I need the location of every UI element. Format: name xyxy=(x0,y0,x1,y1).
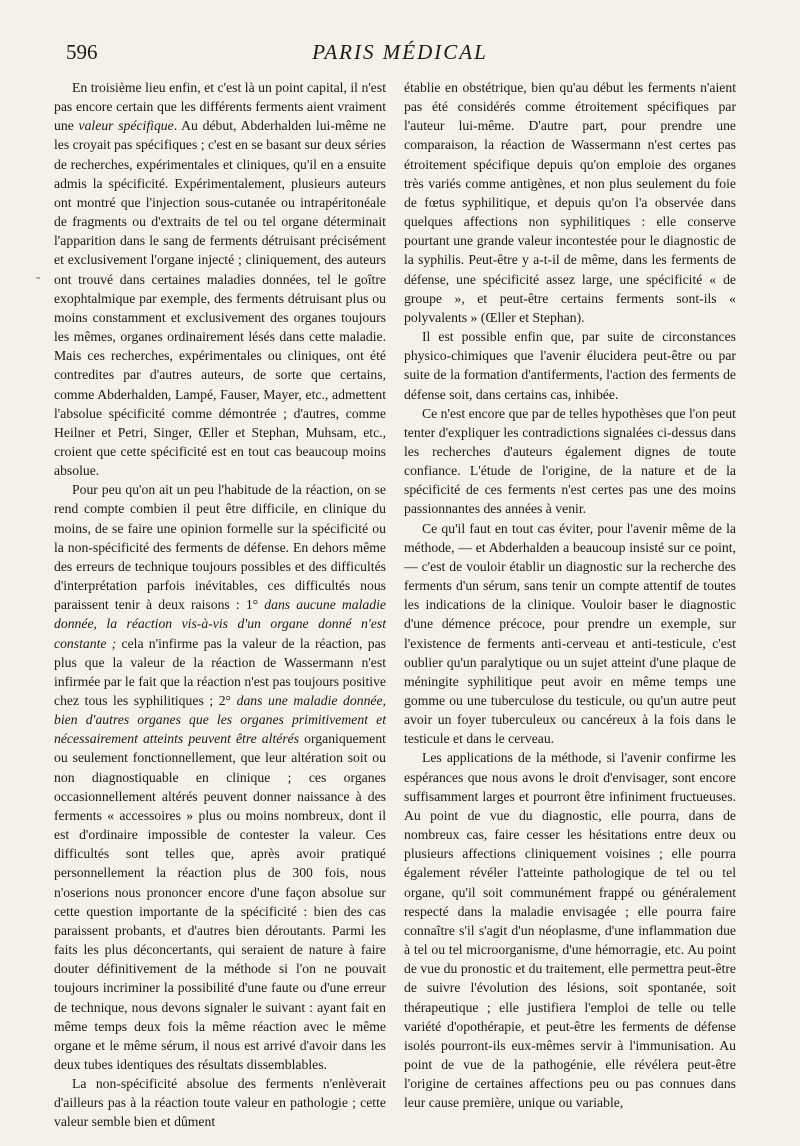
text-run: organiquement ou seulement fonctionnellement, que leur altération soit ou non diagnostiquable en clinique ; ces organes occasionnellement altérés peuvent donner naissance à des ferments « accessoires » plus ou moins nombreux, dont il est d'ordinaire impossible de contester la valeur. Ces difficultés sont telles que, après avoir pratiqué personnellement la réaction plus de 300 fois, nous n'oserions nous prononcer encore d'une façon absolue sur cette question importante de la spécificité : bien des cas paraissent probants, et d'autres bien déroutants. Parmi les faits les plus déconcertants, qui seraient de nature à faire douter définitivement de la méthode si l'on ne pouvait toujours incriminer la possibilité d'une faute ou d'une erreur de technique, nous devons signaler le suivant : ayant fait en même temps deux fois la même réaction avec le même organe et le même sérum, il nous est arrivé d'avoir dans les deux tubes identiques des résultats dissemblables. xyxy=(54,731,386,1072)
text-run: . Au début, Abderhalden lui-même ne les croyait pas spécifiques ; c'est en se basant sur deux séries de recherches, expérimentales et cliniques, qu'il en a ensuite admis la spécificité. Expérimentalement, plusieurs auteurs ont montré que l'injection sous-cutanée ou intrapéritonéale de fragments ou d'extraits de tel ou tel organe déterminait l'apparition dans le sang de ferments détruisant précisément et exclusivement l'organe injecté ; cliniquement, des auteurs ont trouvé dans certaines maladies données, tel le goître exophtalmique par exemple, des ferments détruisant plus ou moins constamment et exclusivement des organes toujours les mêmes, organes ordinairement lésés dans cette maladie. Mais ces recherches, expérimentales ou cliniques, ont été contredites par d'autres auteurs, de sorte que certains, comme Abderhalden, Lampé, Fauser, Mayer, etc., admettent l'absolue spécificité comme démontrée ; d'autres, comme Heilner et Petri, Singer, Œller et Stephan, Muhsam, etc., croient que cette spécificité est en tout cas beaucoup moins absolue. xyxy=(54,118,387,479)
running-title: PARIS MÉDICAL xyxy=(312,40,488,64)
paragraph: Il est possible enfin que, par suite de circonstances physico-chimiques que l'avenir élucidera peut-être ou par suite de la formation d'antiferments, l'action des ferments de défense soit, dans certains cas, inhibée. xyxy=(404,329,736,402)
margin-mark: - xyxy=(36,269,41,284)
paragraph: Ce qu'il faut en tout cas éviter, pour l'avenir même de la méthode, — et Abderhalden a beaucoup insisté sur ce point, — c'est de vouloir établir un diagnostic sur la recherche des ferments d'un sérum, sans tenir un compte attentif de toutes les indications de la clinique. Vouloir baser le diagnostic d'une démence précoce, pour prendre un exemple, sur l'existence de ferments anti-cerveau et anti-testicule, c'est oublier qu'un paralytique ou un sujet atteint d'une plaque de méningite syphilitique peut avoir en même temps une gomme ou une tuberculose du testicule, ou qu'un autre peut avoir un foyer tuberculeux ou cancéreux à la fois dans le testicule et dans le cerveau. xyxy=(404,520,736,747)
text-run: En troisième lieu enfin, et c'est là un point capital, il n'est pas encore certain que les différents ferments aient vraiment une xyxy=(54,80,386,134)
left-column xyxy=(54,78,386,1132)
text-run: cela n'infirme pas la valeur de la réaction, pas plus que la valeur de la réaction de Wassermann n'est infirmée par le fait que la réaction n'est pas toujours positive chez tous les syphilitiques ; 2° xyxy=(54,635,386,708)
italic-run: dans aucune maladie donnée, la réaction vis-à-vis d'un organe donné n'est constante ; xyxy=(54,597,386,651)
paragraph: Les applications de la méthode, si l'avenir confirme les espérances que nous avons le droit d'envisager, sont encore suffisamment larges et pourront être infiniment fructueuses. Au point de vue du diagnostic, elle pourra, dans de nombreux cas, faire cesser les hésitations entre deux ou plusieurs affections cliniquement voisines ; elle pourra également révéler l'atteinte pathologique de tel ou tel organe, qu'il soit communément frappé ou généralement respecté dans la maladie envisagée ; elle pourra faire connaître s'il s'agit d'un néoplasme, d'une inflammation due à tel ou tel microorganisme, d'une hémorragie, etc. Au point de vue du pronostic et du traitement, elle permettra peut-être de suivre l'évolution des lésions, soit spontanée, soit thérapeutique ; elle justifiera l'emploi de telle ou telle variété d'opothérapie, et peut-être les ferments de défense isolés pourront-ils eux-mêmes servir à l'immunisation. Au point de vue de la pathogénie, elle révélera peut-être l'origine de certaines affections peu ou pas connues dans leur cause première, unique ou variable, xyxy=(404,750,736,1111)
page-number: 596 xyxy=(66,40,98,64)
right-column xyxy=(404,78,736,1112)
paragraph: Ce n'est encore que par de telles hypothèses que l'on peut tenter d'expliquer les contradictions signalées ci-dessus dans les recherches d'auteurs également dignes de toute confiance. L'étude de l'origine, de la nature et de la spécificité de ces ferments n'est certes pas une des moins passionnantes des années à venir. xyxy=(404,405,736,517)
paragraph: La non-spécificité absolue des ferments n'enlèverait d'ailleurs pas à la réaction toute valeur en pathologie ; cette valeur semble bien et dûment xyxy=(54,1076,386,1130)
italic-run: dans une maladie donnée, bien d'autres organes que les organes primitivement et nécessairement atteints peuvent être altérés xyxy=(54,693,386,747)
text-run: Pour peu qu'on ait un peu l'habitude de la réaction, on se rend compte combien il peut être difficile, en clinique du moins, de se faire une opinion formelle sur la spécificité ou la non-spécificité des ferments de défense. En dehors même des erreurs de technique toujours possibles et des difficultés d'interprétation parfois inévitables, ces difficultés nous paraissent tenir à deux raisons : 1° xyxy=(54,482,386,613)
italic-run: valeur spécifique xyxy=(78,118,174,134)
paragraph xyxy=(54,480,386,1074)
paragraph xyxy=(54,78,386,480)
paragraph: établie en obstétrique, bien qu'au début les ferments n'aient pas été considérés comme étroitement spécifiques par l'auteur lui-même. D'autre part, pour prendre une comparaison, la réaction de Wassermann n'est certes pas étroitement spécifique depuis qu'on emploie des organes très variés comme antigènes, et non plus seulement du foie de fœtus syphilitique, et depuis qu'on l'a observée dans quelques affections non syphilitiques : elle conserve pourtant une grande valeur incontestée pour le diagnostic de la syphilis. Peut-être y a-t-il de même, dans les ferments de défense, une spécificité assez large, une spécificité « de groupe », et peut-être certains ferments sont-ils « polyvalents » (Œller et Stephan). xyxy=(404,80,736,325)
page-header xyxy=(62,40,738,70)
